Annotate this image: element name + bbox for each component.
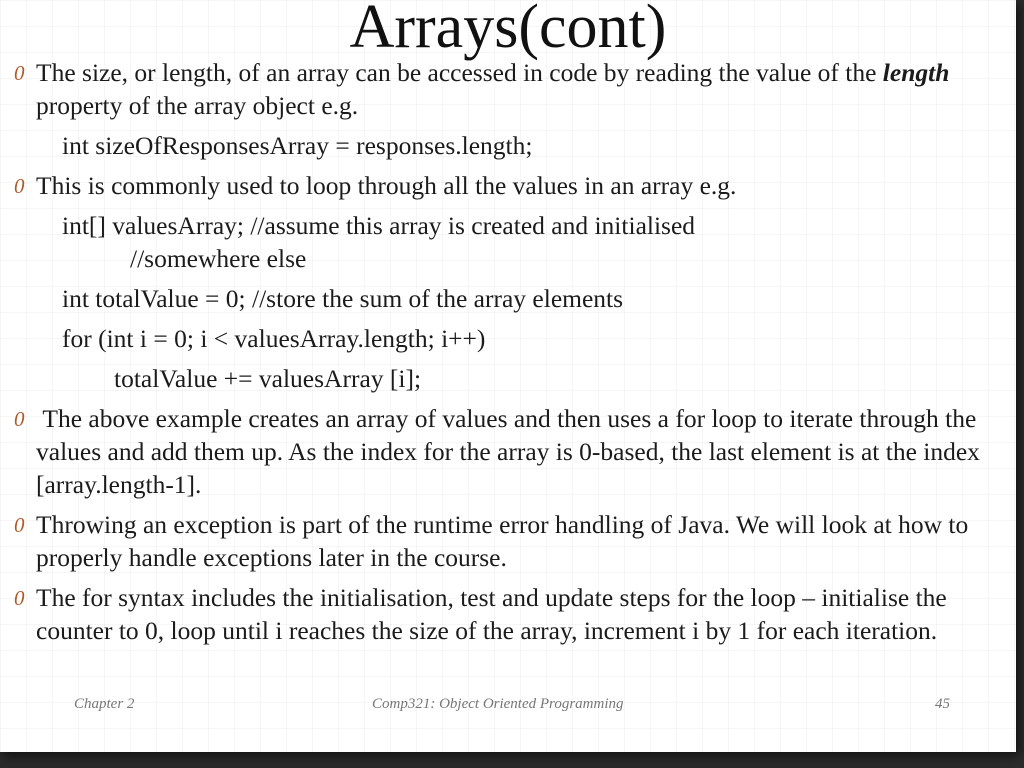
code-line: totalValue += valuesArray [i]; — [114, 364, 422, 393]
code-line-continuation: //somewhere else — [130, 244, 307, 273]
code-line: int sizeOfResponsesArray = responses.length; — [62, 131, 533, 160]
bullet-item — [0, 169, 1010, 202]
bullet-text: Throwing an exception is part of the runtime error handling of Java. We will look at how to properly handle exceptions later in the course. — [36, 510, 969, 572]
slide-title: Arrays(cont) — [349, 0, 667, 61]
emphasis-text: length — [882, 58, 950, 87]
slide-content — [0, 56, 1010, 654]
bullet-item — [0, 56, 1010, 122]
footer-page-number: 45 — [935, 696, 950, 712]
bullet-text: property of the array object e.g. — [36, 91, 359, 120]
code-line: int[] valuesArray; //assume this array is created and initialised — [62, 211, 696, 240]
bullet-item — [0, 581, 1010, 647]
bullet-marker: 0 — [14, 407, 25, 431]
bullet-text: The size, or length, of an array can be accessed in code by reading the value of the — [36, 58, 883, 87]
bullet-text: This is commonly used to loop through all the values in an array e.g. — [36, 171, 737, 200]
bullet-marker: 0 — [14, 174, 25, 198]
bullet-marker: 0 — [14, 61, 25, 85]
bullet-item — [0, 402, 1010, 501]
bullet-marker: 0 — [14, 586, 25, 610]
footer-chapter: Chapter 2 — [74, 696, 135, 712]
bullet-text: The above example creates an array of values and then uses a for loop to iterate through the values and add them up. As the index for the array is 0-based, the last element is at the index [array.length-1]. — [36, 404, 987, 499]
code-line: int totalValue = 0; //store the sum of the array elements — [62, 284, 624, 313]
bullet-item — [0, 508, 1010, 574]
bullet-text: The for syntax includes the initialisation, test and update steps for the loop – initialise the counter to 0, loop until i reaches the size of the array, increment i by 1 for each iteration. — [36, 583, 947, 645]
footer-course: Comp321: Object Oriented Programming — [372, 696, 624, 712]
code-line: for (int i = 0; i < valuesArray.length; i++) — [62, 324, 486, 353]
bullet-marker: 0 — [14, 513, 25, 537]
